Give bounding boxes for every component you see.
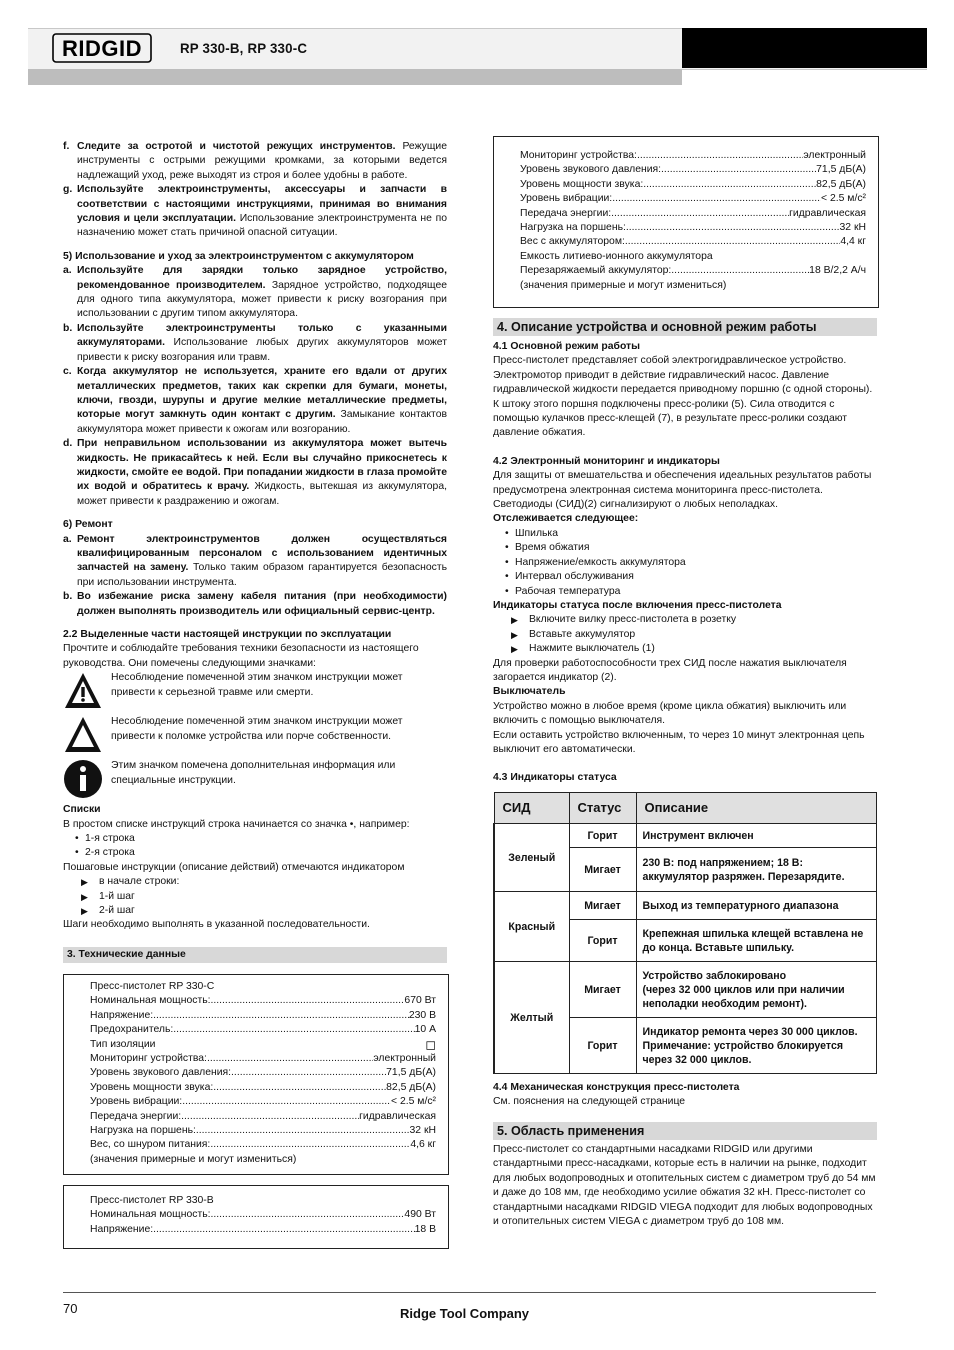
status-cell: Мигает xyxy=(569,962,636,1018)
list-item-g: g. Используйте электроинструменты, аксессуары и запчасти в соответствии с настоящими инструкциями, принимая во внимания условия и цели эксплуатации. Использование электроинструмента не по назначению может стать причиной опасной ситуации. xyxy=(63,184,447,239)
table-row xyxy=(494,962,877,1018)
list-item: • Интервал обслуживания xyxy=(493,570,877,584)
spec-row: Нагрузка на поршень: ..... 32 кН xyxy=(90,1124,436,1138)
column-header: СИД xyxy=(494,793,569,824)
spec-row: Вес, со шнуром питания: ..... 4,6 кг xyxy=(90,1138,436,1152)
steps-after: Шаги необходимо выполнять в указанной последовательности. xyxy=(63,919,370,931)
spec-row: Тип изоляции ◻ xyxy=(90,1036,436,1052)
lists-title: Списки xyxy=(63,804,101,816)
lists-text: В простом списке инструкций строка начинается со значка •, например: xyxy=(63,818,410,830)
list-item-c5: c. Когда аккумулятор не используется, храните его вдали от других металлических предметов, таких как скрепки для бумаги, монеты, ключи, гвозди, шурупы и другие мелкие металлические предметы, которые могут замкнуть один контакт с другим. Замыкание контактов аккумулятора может привести к ожогам или возгоранию. xyxy=(63,366,447,435)
spec-row: Уровень вибрации: ..... < 2.5 м/с² xyxy=(90,1095,436,1109)
step-item: ▶ в начале строки: xyxy=(63,875,447,889)
led-red: Красный xyxy=(494,892,569,962)
column-header: Статус xyxy=(569,793,636,824)
ridgid-logo xyxy=(52,30,152,66)
section-4-2-title: 4.2 Электронный мониторинг и индикаторы xyxy=(493,455,720,467)
table-row xyxy=(494,892,877,920)
status-cell: Мигает xyxy=(569,892,636,920)
step-item: ▶ 1-й шаг xyxy=(63,890,447,904)
step-item: ▶ Нажмите выключатель (1) xyxy=(493,642,877,656)
description-cell: Выход из температурного диапазона xyxy=(636,892,877,920)
list-item: • 2-я строка xyxy=(63,846,447,860)
led-green: Зеленый xyxy=(494,824,569,892)
monitored-title: Отслеживается следующее: xyxy=(493,513,639,525)
spec-row: Уровень мощности звука: ..... 82,5 дБ(А) xyxy=(90,1081,436,1095)
caution-row: Несоблюдение помеченной этим значком инструкции может привести к поломке устройства или порче собственности. xyxy=(63,715,447,759)
spec-row: Вес с аккумулятором: ..... 4,4 кг xyxy=(520,235,866,249)
switch-text: Если оставить устройство включенным, то через 10 минут электронная цепь выключит его автоматически. xyxy=(493,729,865,755)
section-3-title: 3. Технические данные xyxy=(63,947,447,963)
section-5 xyxy=(493,1122,877,1229)
section-4-title: 4. Описание устройства и основной режим работы xyxy=(493,318,877,336)
list-item-f: f. Следите за остротой и чистотой режущих инструментов. Режущие инструменты с острыми режущими кромками, за которыми ведется надлежащий уход, реже выходят из строя и более удобны в работе. xyxy=(63,141,447,181)
spec-row: Мониторинг устройства: ..... электронный xyxy=(520,149,866,163)
switch-title: Выключатель xyxy=(493,686,566,698)
list-item: • 1-я строка xyxy=(63,832,447,846)
section-4-3-title: 4.3 Индикаторы статуса xyxy=(493,772,617,784)
list-item: • Рабочая температура xyxy=(493,585,877,599)
footer-company: Ridge Tool Company xyxy=(400,1306,530,1321)
steps-text: Пошаговые инструкции (описание действий) отмечаются индикатором xyxy=(63,861,405,873)
section-4-4-text: См. пояснения на следующей странице xyxy=(493,1096,686,1108)
spec-row: Уровень звукового давления: ..... 71,5 дБ(А) xyxy=(90,1066,436,1080)
warning-triangle-icon xyxy=(63,671,103,711)
led-yellow: Желтый xyxy=(494,962,569,1074)
spec-row: Уровень звукового давления: ..... 71,5 дБ(А) xyxy=(520,163,866,177)
spec-box-rp330b-continued xyxy=(493,136,879,308)
section-5-title: 5. Область применения xyxy=(493,1122,877,1140)
step-item: ▶ Включите вилку пресс-пистолета в розетку xyxy=(493,613,877,627)
section-4-4-title: 4.4 Механическая конструкция пресс-пистолета xyxy=(493,1082,740,1093)
info-icon xyxy=(63,759,103,799)
description-cell: Устройство заблокировано (через 32 000 циклов или при наличии неполадки необходим ремонт). xyxy=(636,962,877,1018)
section-4-1-title: 4.1 Основной режим работы xyxy=(493,341,641,352)
spec-row: Напряжение: ..... 230 В xyxy=(90,1009,436,1023)
status-cell: Горит xyxy=(569,920,636,962)
footer-rule xyxy=(63,1292,876,1293)
info-row: Этим значком помечена дополнительная информация или специальные инструкции. xyxy=(63,759,447,803)
warning-row: Несоблюдение помеченной этим значком инструкции может привести к серьезной травме или смерти. xyxy=(63,671,447,715)
list-item-b6: b. Во избежание риска замену кабеля питания (при необходимости) должен выполнять производитель или официальный сервис-центр. xyxy=(63,591,447,617)
step-item: ▶ Вставьте аккумулятор xyxy=(493,628,877,642)
header-underline xyxy=(28,69,682,85)
table-header-row xyxy=(494,793,877,824)
description-cell: Инструмент включен xyxy=(636,824,877,848)
spec-title: Пресс-пистолет RP 330-B xyxy=(90,1195,214,1206)
spec-row: Уровень вибрации: ..... < 2.5 м/с² xyxy=(520,192,866,206)
section-4-4 xyxy=(493,1081,877,1110)
header-black-block xyxy=(682,28,927,68)
status-cell: Горит xyxy=(569,1018,636,1074)
spec-box-rp330c xyxy=(63,974,449,1175)
status-cell: Горит xyxy=(569,824,636,848)
indicators-title: Индикаторы статуса после включения пресс-пистолета xyxy=(493,599,782,611)
list-item: • Время обжатия xyxy=(493,541,877,555)
section-4-1-text: Пресс-пистолет представляет собой электрогидравлическое устройство. Электромотор приводит в действие гидравлический насос. Давление гидравлической жидкости передается приводному поршню (с одной стороны). К штоку этого поршня подключены пресс-ролики (5). Сила отводится с помощью кулачков пресс-клещей (7), в результате пресс-ролики создают давление обжатия. xyxy=(493,355,873,439)
spec-row: Передача энергии: ..... гидравлическая xyxy=(520,207,866,221)
section-5-text: Пресс-пистолет со стандартными насадками RIDGID или другими стандартными пресс-насадками, которые есть в наличии на рынке, подходит для любых водопроводных и отопительных систем с диаметром труб до 54 мм и даже до 108 мм, где необходимо усилие обжатия 32 кН. Пресс-пистолет со стандартными насадками RIDGID VIEGA подходит для любых водопроводных и отопительных систем VIEGA с диаметром труб до 108 мм. xyxy=(493,1144,876,1228)
double-insulation-icon: ◻ xyxy=(425,1036,436,1052)
description-cell: Крепежная шпилька клещей вставлена не до конца. Вставьте шпильку. xyxy=(636,920,877,962)
battery-label: Емкость литиево-ионного аккумулятора xyxy=(520,250,713,262)
list-item-b5: b. Используйте электроинструменты только с указанными аккумуляторами. Использование любых других аккумуляторов может привести к риску возгорания или травм. xyxy=(63,322,448,363)
spec-row: Перезаряжаемый аккумулятор: ..... 18 В/2,2 А/ч xyxy=(520,264,866,278)
table-row xyxy=(494,824,877,848)
section-5-title: 5) Использование и уход за электроинструментом с аккумулятором xyxy=(63,250,414,262)
status-table xyxy=(493,792,877,1074)
section-4 xyxy=(493,318,877,786)
description-cell: Индикатор ремонта через 30 000 циклов. Примечание: устройство блокируется через 32 000 циклов. xyxy=(636,1018,877,1074)
list-item-a6: a. Ремонт электроинструментов должен осуществляться квалифицированным персоналом с использованием идентичных запчастей на замену. Только таким образом гарантируется безопасность при использовании инструмента. xyxy=(63,533,447,588)
step-item: ▶ 2-й шаг xyxy=(63,904,447,918)
spec-note: (значения примерные и могут измениться) xyxy=(520,279,727,291)
left-column xyxy=(63,140,447,933)
indicators-text: Для проверки работоспособности трех СИД после нажатия выключателя загорается индикатор (2). xyxy=(493,657,847,683)
list-item-d5: d. При неправильном использовании из аккумулятора может вытечь жидкость. Не прикасайтесь к ней. Если вы случайно прикоснетесь к жидкости, смойте ее водой. При попадании жидкости в глаза промойте их водой и обратитесь к врачу. Жидкость, вытекшая из аккумулятора, может привести к раздражению и ожогам. xyxy=(63,438,447,507)
spec-title: Пресс-пистолет RP 330-C xyxy=(90,981,215,992)
caution-triangle-icon xyxy=(63,715,103,755)
spec-row: Уровень мощности звука: ..... 82,5 дБ(А) xyxy=(520,178,866,192)
list-item: • Шпилька xyxy=(493,527,877,541)
section-4-2-text: Для защиты от вмешательства и обеспечения идеальных результатов работы предусмотрена электронная система мониторинга пресс-пистолета. Светодиоды (СИД)(2) сигнализируют о любых неполадках. xyxy=(493,470,872,511)
section-2-2-text: Прочтите и соблюдайте требования техники безопасности из настоящего руководства. Они помечены следующими значками: xyxy=(63,643,419,669)
spec-row: Мониторинг устройства: ..... электронный xyxy=(90,1052,436,1066)
spec-note: (значения примерные и могут измениться) xyxy=(90,1153,297,1165)
page-title: RP 330-B, RP 330-C xyxy=(180,40,308,56)
section-6-title: 6) Ремонт xyxy=(63,519,113,531)
spec-row: Напряжение: ..... 18 В xyxy=(90,1223,436,1237)
section-2-2-title: 2.2 Выделенные части настоящей инструкции по эксплуатации xyxy=(63,629,392,640)
list-item: • Напряжение/емкость аккумулятора xyxy=(493,556,877,570)
spec-row: Номинальная мощность: ..... 490 Вт xyxy=(90,1208,436,1222)
spec-row: Номинальная мощность: ..... 670 Вт xyxy=(90,994,436,1008)
description-cell: 230 В: под напряжением; 18 В: аккумулятор разряжен. Перезарядите. xyxy=(636,848,877,892)
page-number: 70 xyxy=(63,1301,78,1316)
logo-text: RIDGID xyxy=(62,36,142,61)
column-header: Описание xyxy=(636,793,877,824)
status-cell: Мигает xyxy=(569,848,636,892)
list-item-a5: a. Используйте для зарядки только зарядное устройство, рекомендованное производителем. Зарядное устройство, подходящее для одного типа аккумулятора, может привести к риску возгорания при использовании с другим типом аккумулятора. xyxy=(63,265,447,320)
spec-row: Нагрузка на поршень: ..... 32 кН xyxy=(520,221,866,235)
switch-text: Устройство можно в любое время (кроме цикла обжатия) выключить или включить с помощью выключателя. xyxy=(493,700,847,727)
spec-box-rp330b xyxy=(63,1185,449,1249)
spec-row: Передача энергии: ..... гидравлическая xyxy=(90,1110,436,1124)
spec-row: Предохранитель: ..... 10 А xyxy=(90,1023,436,1037)
